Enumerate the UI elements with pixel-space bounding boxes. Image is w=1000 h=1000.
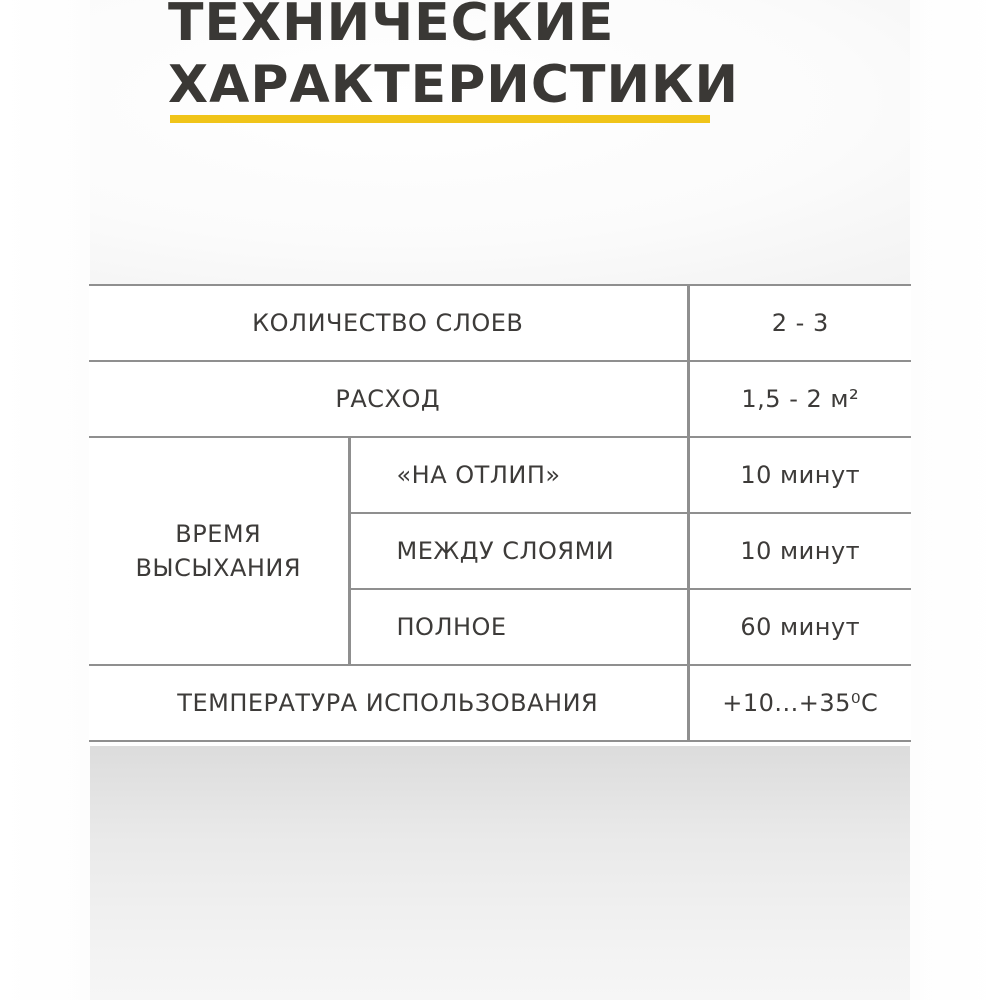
spec-row-consumption	[89, 361, 911, 437]
spec-value-layers: 2 - 3	[688, 285, 911, 361]
page-title	[168, 0, 739, 116]
spec-table	[89, 284, 911, 742]
spec-value-full: 60 минут	[688, 589, 911, 665]
page-title-line-1: ТЕХНИЧЕСКИЕ	[168, 0, 615, 53]
spec-label-drying-line-1: ВРЕМЯ	[175, 520, 262, 548]
spec-sublabel-full: ПОЛНОЕ	[349, 589, 688, 665]
background-bottom-shadow	[90, 746, 910, 1000]
page-title-line-2: ХАРАКТЕРИСТИКИ	[168, 55, 739, 115]
background-right	[910, 0, 1000, 1000]
spec-label-layers: КОЛИЧЕСТВО СЛОЕВ	[89, 285, 688, 361]
spec-value-temperature: +10...+35⁰С	[688, 665, 911, 741]
spec-label-drying-line-2: ВЫСЫХАНИЯ	[135, 554, 302, 582]
spec-value-tack-free: 10 минут	[688, 437, 911, 513]
spec-row-layers	[89, 285, 911, 361]
background-left	[0, 0, 90, 1000]
spec-sublabel-between-layers: МЕЖДУ СЛОЯМИ	[349, 513, 688, 589]
spec-row-drying-tack-free	[89, 437, 911, 513]
spec-row-temperature	[89, 665, 911, 741]
title-underline	[170, 115, 710, 123]
spec-sublabel-tack-free: «НА ОТЛИП»	[349, 437, 688, 513]
spec-value-between-layers: 10 минут	[688, 513, 911, 589]
spec-value-consumption: 1,5 - 2 м²	[688, 361, 911, 437]
spec-label-temperature: ТЕМПЕРАТУРА ИСПОЛЬЗОВАНИЯ	[89, 665, 688, 741]
spec-label-consumption: РАСХОД	[89, 361, 688, 437]
spec-label-drying-time	[89, 437, 349, 665]
